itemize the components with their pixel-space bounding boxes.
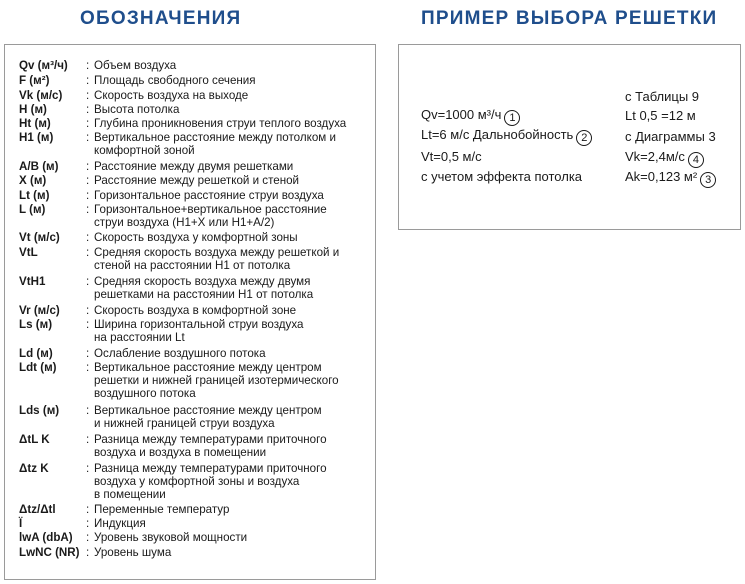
example-heading: ПРИМЕР ВЫБОРА РЕШЕТКИ xyxy=(421,8,718,29)
legend-colon: : xyxy=(86,246,90,259)
legend-symbol: X (м) xyxy=(19,174,47,187)
legend-colon: : xyxy=(86,117,90,130)
legend-colon: : xyxy=(86,160,90,173)
legend-colon: : xyxy=(86,517,90,530)
legend-colon: : xyxy=(86,103,90,116)
legend-description: на расстоянии Lt xyxy=(94,331,185,344)
legend-description: Высота потолка xyxy=(94,103,180,116)
numbered-circle-icon: 2 xyxy=(576,130,592,146)
example-line xyxy=(421,107,520,126)
example-line xyxy=(625,129,716,145)
legend-colon: : xyxy=(86,531,90,544)
legend-colon: : xyxy=(86,361,90,374)
legend-description: воздуха у комфортной зоны и воздуха xyxy=(94,475,300,488)
legend-symbol: Ht (м) xyxy=(19,117,51,130)
example-text: Vk=2,4м/с xyxy=(625,149,685,164)
example-text: Lt 0,5 =12 м xyxy=(625,108,696,123)
example-text: Lt=6 м/с Дальнобойность xyxy=(421,127,574,142)
legend-symbol: Lt (м) xyxy=(19,189,50,202)
legend-description: Ослабление воздушного потока xyxy=(94,347,266,360)
legend-description: струи воздуха (H1+X или H1+A/2) xyxy=(94,216,275,229)
legend-description: решетками на расстоянии H1 от потолка xyxy=(94,288,314,301)
legend-description: воздуха и воздуха в помещении xyxy=(94,446,267,459)
legend-symbol: F (м²) xyxy=(19,74,50,87)
legend-description: стеной на расстоянии H1 от потолка xyxy=(94,259,291,272)
example-line xyxy=(625,149,704,168)
legend-colon: : xyxy=(86,546,90,559)
legend-description: Горизонтальное расстояние струи воздуха xyxy=(94,189,324,202)
legend-symbol: VtL xyxy=(19,246,38,259)
legend-symbol: lwA (dbA) xyxy=(19,531,73,544)
legend-symbol: Qv (м³/ч) xyxy=(19,59,68,72)
legend-description: Разница между температурами приточного xyxy=(94,433,327,446)
legend-symbol: ΔtL K xyxy=(19,433,50,446)
numbered-circle-icon: 3 xyxy=(700,172,716,188)
example-text: Ak=0,123 м² xyxy=(625,169,698,184)
legend-description: решетки и нижней границей изотермического xyxy=(94,374,339,387)
legend-colon: : xyxy=(86,89,90,102)
legend-symbol: Vt (м/с) xyxy=(19,231,60,244)
legend-description: Скорость воздуха на выходе xyxy=(94,89,249,102)
numbered-circle-icon: 4 xyxy=(688,152,704,168)
legend-description: Вертикальное расстояние между центром xyxy=(94,361,322,374)
legend-symbol: Ls (м) xyxy=(19,318,53,331)
legend-colon: : xyxy=(86,231,90,244)
example-line xyxy=(421,169,582,185)
legend-description: Индукция xyxy=(94,517,146,530)
legend-symbol: Vk (м/с) xyxy=(19,89,63,102)
legend-heading: ОБОЗНАЧЕНИЯ xyxy=(80,8,242,29)
legend-description: Уровень шума xyxy=(94,546,172,559)
legend-description: Скорость воздуха у комфортной зоны xyxy=(94,231,298,244)
legend-symbol: Ld (м) xyxy=(19,347,53,360)
legend-symbol: A/B (м) xyxy=(19,160,59,173)
legend-description: Ширина горизонтальной струи воздуха xyxy=(94,318,304,331)
legend-colon: : xyxy=(86,203,90,216)
example-text: Vt=0,5 м/с xyxy=(421,149,482,164)
example-line xyxy=(421,127,592,146)
legend-description: Площадь свободного сечения xyxy=(94,74,256,87)
legend-symbol: H1 (м) xyxy=(19,131,54,144)
example-line xyxy=(625,169,716,188)
legend-description: Вертикальное расстояние между центром xyxy=(94,404,322,417)
legend-symbol: Ldt (м) xyxy=(19,361,57,374)
example-line xyxy=(625,89,699,105)
legend-description: Уровень звуковой мощности xyxy=(94,531,248,544)
legend-description: комфортной зоной xyxy=(94,144,195,157)
legend-symbol: Δtz/Δtl xyxy=(19,503,56,516)
legend-description: в помещении xyxy=(94,488,166,501)
example-box xyxy=(398,44,741,230)
legend-colon: : xyxy=(86,189,90,202)
example-line xyxy=(625,108,696,124)
legend-description: Разница между температурами приточного xyxy=(94,462,327,475)
legend-colon: : xyxy=(86,131,90,144)
legend-description: Глубина проникновения струи теплого воздуха xyxy=(94,117,347,130)
legend-box xyxy=(4,44,376,580)
example-text: Qv=1000 м³/ч xyxy=(421,107,502,122)
legend-symbol: LwNC (NR) xyxy=(19,546,80,559)
legend-colon: : xyxy=(86,347,90,360)
legend-colon: : xyxy=(86,174,90,187)
legend-symbol: Ï xyxy=(19,517,23,530)
example-text: с Таблицы 9 xyxy=(625,89,700,104)
legend-colon: : xyxy=(86,503,90,516)
legend-description: Объем воздуха xyxy=(94,59,177,72)
legend-description: и нижней границей струи воздуха xyxy=(94,417,275,430)
example-line xyxy=(421,149,482,165)
legend-description: Скорость воздуха в комфортной зоне xyxy=(94,304,297,317)
example-text: с учетом эффекта потолка xyxy=(421,169,583,184)
legend-colon: : xyxy=(86,404,90,417)
numbered-circle-icon: 1 xyxy=(504,110,520,126)
legend-description: Расстояние между двумя решетками xyxy=(94,160,294,173)
legend-description: Средняя скорость воздуха между решеткой и xyxy=(94,246,340,259)
legend-colon: : xyxy=(86,462,90,475)
legend-colon: : xyxy=(86,59,90,72)
legend-colon: : xyxy=(86,275,90,288)
legend-colon: : xyxy=(86,304,90,317)
legend-description: Переменные температур xyxy=(94,503,230,516)
legend-description: воздушного потока xyxy=(94,387,196,400)
legend-symbol: VtH1 xyxy=(19,275,46,288)
legend-symbol: L (м) xyxy=(19,203,46,216)
legend-colon: : xyxy=(86,74,90,87)
legend-description: Горизонтальное+вертикальное расстояние xyxy=(94,203,327,216)
legend-symbol: H (м) xyxy=(19,103,47,116)
legend-description: Вертикальное расстояние между потолком и xyxy=(94,131,336,144)
legend-symbol: Δtz K xyxy=(19,462,49,475)
example-text: с Диаграммы 3 xyxy=(625,129,716,144)
legend-symbol: Lds (м) xyxy=(19,404,60,417)
legend-symbol: Vr (м/с) xyxy=(19,304,60,317)
legend-colon: : xyxy=(86,433,90,446)
legend-description: Расстояние между решеткой и стеной xyxy=(94,174,300,187)
legend-colon: : xyxy=(86,318,90,331)
legend-description: Средняя скорость воздуха между двумя xyxy=(94,275,311,288)
